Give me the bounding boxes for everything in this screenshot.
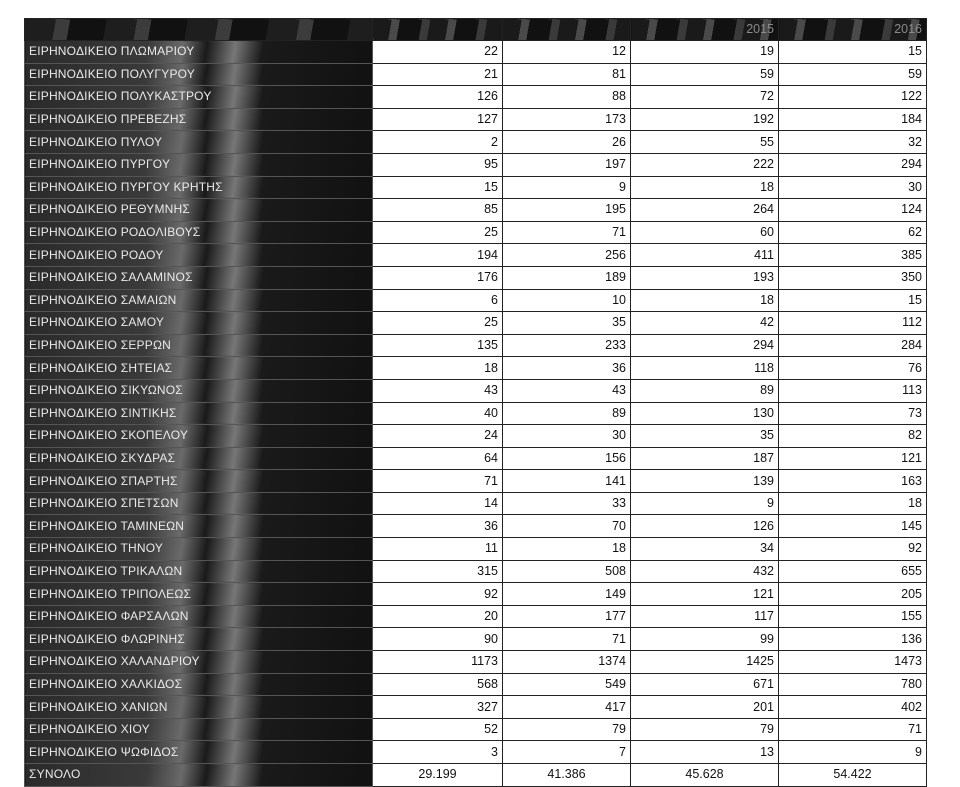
court-name: ΕΙΡΗΝΟΔΙΚΕΙΟ ΤΑΜΙΝΕΩΝ	[25, 515, 373, 538]
header-year-2	[503, 19, 631, 41]
table-row	[25, 289, 927, 312]
year-value-2: 149	[503, 583, 631, 606]
year-value-2: 88	[503, 86, 631, 109]
year-value-3: 121	[631, 583, 779, 606]
year-value-1: 64	[373, 447, 503, 470]
year-value-2: 10	[503, 289, 631, 312]
table-row	[25, 741, 927, 764]
table-row	[25, 108, 927, 131]
year-value-1: 6	[373, 289, 503, 312]
year-value-1: 36	[373, 515, 503, 538]
court-name: ΕΙΡΗΝΟΔΙΚΕΙΟ ΣΚΥΔΡΑΣ	[25, 447, 373, 470]
year-value-4: 163	[779, 470, 927, 493]
year-value-4: 76	[779, 357, 927, 380]
table-row	[25, 86, 927, 109]
year-value-4: 780	[779, 673, 927, 696]
table-row	[25, 63, 927, 86]
year-value-4: 155	[779, 605, 927, 628]
year-value-1: 85	[373, 199, 503, 222]
court-name: ΕΙΡΗΝΟΔΙΚΕΙΟ ΣΕΡΡΩΝ	[25, 334, 373, 357]
year-value-1: 135	[373, 334, 503, 357]
year-value-1: 176	[373, 266, 503, 289]
year-value-2: 33	[503, 492, 631, 515]
year-value-3: 99	[631, 628, 779, 651]
year-value-1: 15	[373, 176, 503, 199]
year-value-1: 21	[373, 63, 503, 86]
court-name: ΕΙΡΗΝΟΔΙΚΕΙΟ ΣΙΚΥΩΝΟΣ	[25, 379, 373, 402]
year-value-3: 126	[631, 515, 779, 538]
year-value-3: 13	[631, 741, 779, 764]
year-value-1: 194	[373, 244, 503, 267]
court-name: ΕΙΡΗΝΟΔΙΚΕΙΟ ΠΟΛΥΚΑΣΤΡΟΥ	[25, 86, 373, 109]
table-row	[25, 560, 927, 583]
year-value-3: 42	[631, 312, 779, 335]
year-value-1: 127	[373, 108, 503, 131]
year-value-3: 19	[631, 41, 779, 64]
court-name: ΕΙΡΗΝΟΔΙΚΕΙΟ ΣΚΟΠΕΛΟΥ	[25, 425, 373, 448]
year-value-2: 256	[503, 244, 631, 267]
court-name: ΕΙΡΗΝΟΔΙΚΕΙΟ ΧΙΟΥ	[25, 718, 373, 741]
year-value-2: 195	[503, 199, 631, 222]
court-name: ΕΙΡΗΝΟΔΙΚΕΙΟ ΦΛΩΡΙΝΗΣ	[25, 628, 373, 651]
year-value-3: 432	[631, 560, 779, 583]
year-value-4: 136	[779, 628, 927, 651]
year-value-3: 89	[631, 379, 779, 402]
table-row	[25, 583, 927, 606]
year-value-2: 89	[503, 402, 631, 425]
table-row	[25, 651, 927, 674]
table-row	[25, 492, 927, 515]
table-row	[25, 41, 927, 64]
year-value-3: 130	[631, 402, 779, 425]
year-value-1: 568	[373, 673, 503, 696]
year-value-2: 30	[503, 425, 631, 448]
year-value-3: 671	[631, 673, 779, 696]
table-row	[25, 334, 927, 357]
year-value-4: 54.422	[779, 764, 927, 787]
year-value-4: 205	[779, 583, 927, 606]
year-value-2: 233	[503, 334, 631, 357]
year-value-2: 71	[503, 628, 631, 651]
court-name: ΕΙΡΗΝΟΔΙΚΕΙΟ ΨΩΦΙΔΟΣ	[25, 741, 373, 764]
year-value-4: 62	[779, 221, 927, 244]
year-value-3: 79	[631, 718, 779, 741]
year-value-2: 197	[503, 153, 631, 176]
year-value-3: 294	[631, 334, 779, 357]
year-value-4: 59	[779, 63, 927, 86]
year-value-4: 15	[779, 41, 927, 64]
court-name: ΕΙΡΗΝΟΔΙΚΕΙΟ ΠΡΕΒΕΖΗΣ	[25, 108, 373, 131]
court-name: ΕΙΡΗΝΟΔΙΚΕΙΟ ΤΗΝΟΥ	[25, 538, 373, 561]
year-value-2: 156	[503, 447, 631, 470]
year-value-1: 43	[373, 379, 503, 402]
table-row	[25, 515, 927, 538]
year-value-3: 34	[631, 538, 779, 561]
year-value-3: 72	[631, 86, 779, 109]
table-row	[25, 718, 927, 741]
table-row	[25, 673, 927, 696]
year-value-3: 1425	[631, 651, 779, 674]
table-row	[25, 447, 927, 470]
year-value-4: 9	[779, 741, 927, 764]
table-row	[25, 379, 927, 402]
year-value-4: 1473	[779, 651, 927, 674]
table-row	[25, 605, 927, 628]
court-name: ΕΙΡΗΝΟΔΙΚΕΙΟ ΣΠΑΡΤΗΣ	[25, 470, 373, 493]
table-row	[25, 312, 927, 335]
year-value-3: 187	[631, 447, 779, 470]
year-value-4: 15	[779, 289, 927, 312]
year-value-1: 71	[373, 470, 503, 493]
header-year-4: 2016	[779, 19, 927, 41]
year-value-4: 30	[779, 176, 927, 199]
court-name: ΕΙΡΗΝΟΔΙΚΕΙΟ ΧΑΝΙΩΝ	[25, 696, 373, 719]
year-value-2: 41.386	[503, 764, 631, 787]
year-value-4: 18	[779, 492, 927, 515]
year-value-3: 201	[631, 696, 779, 719]
year-value-1: 24	[373, 425, 503, 448]
year-value-2: 18	[503, 538, 631, 561]
year-value-2: 7	[503, 741, 631, 764]
year-value-2: 417	[503, 696, 631, 719]
year-value-1: 25	[373, 312, 503, 335]
table-row	[25, 266, 927, 289]
year-value-4: 122	[779, 86, 927, 109]
year-value-4: 71	[779, 718, 927, 741]
year-value-2: 549	[503, 673, 631, 696]
year-value-1: 126	[373, 86, 503, 109]
court-name: ΕΙΡΗΝΟΔΙΚΕΙΟ ΠΛΩΜΑΡΙΟΥ	[25, 41, 373, 64]
year-value-3: 117	[631, 605, 779, 628]
year-value-3: 118	[631, 357, 779, 380]
court-name: ΕΙΡΗΝΟΔΙΚΕΙΟ ΤΡΙΠΟΛΕΩΣ	[25, 583, 373, 606]
table-row	[25, 696, 927, 719]
year-value-3: 139	[631, 470, 779, 493]
year-value-1: 52	[373, 718, 503, 741]
year-value-4: 82	[779, 425, 927, 448]
year-value-3: 222	[631, 153, 779, 176]
year-value-4: 294	[779, 153, 927, 176]
court-name: ΕΙΡΗΝΟΔΙΚΕΙΟ ΣΑΛΑΜΙΝΟΣ	[25, 266, 373, 289]
header-court	[25, 19, 373, 41]
header-year-1	[373, 19, 503, 41]
court-name: ΕΙΡΗΝΟΔΙΚΕΙΟ ΡΕΘΥΜΝΗΣ	[25, 199, 373, 222]
year-value-3: 55	[631, 131, 779, 154]
year-value-1: 40	[373, 402, 503, 425]
year-value-1: 29.199	[373, 764, 503, 787]
year-value-4: 112	[779, 312, 927, 335]
year-value-2: 35	[503, 312, 631, 335]
header-row	[25, 19, 927, 41]
court-cases-table	[24, 18, 927, 787]
year-value-4: 350	[779, 266, 927, 289]
year-value-2: 43	[503, 379, 631, 402]
year-value-1: 11	[373, 538, 503, 561]
year-value-1: 92	[373, 583, 503, 606]
year-value-4: 284	[779, 334, 927, 357]
table-row	[25, 221, 927, 244]
year-value-1: 14	[373, 492, 503, 515]
year-value-3: 18	[631, 176, 779, 199]
year-value-2: 79	[503, 718, 631, 741]
court-name: ΕΙΡΗΝΟΔΙΚΕΙΟ ΡΟΔΟΛΙΒΟΥΣ	[25, 221, 373, 244]
year-value-3: 35	[631, 425, 779, 448]
year-value-4: 184	[779, 108, 927, 131]
year-value-2: 70	[503, 515, 631, 538]
court-name: ΕΙΡΗΝΟΔΙΚΕΙΟ ΠΟΛΥΓΥΡΟΥ	[25, 63, 373, 86]
year-value-1: 20	[373, 605, 503, 628]
year-value-2: 508	[503, 560, 631, 583]
year-value-4: 121	[779, 447, 927, 470]
table-row	[25, 470, 927, 493]
year-value-4: 145	[779, 515, 927, 538]
table-row	[25, 402, 927, 425]
year-value-1: 2	[373, 131, 503, 154]
year-value-1: 327	[373, 696, 503, 719]
year-value-1: 95	[373, 153, 503, 176]
table-body	[25, 41, 927, 787]
year-value-4: 124	[779, 199, 927, 222]
year-value-3: 193	[631, 266, 779, 289]
court-name: ΕΙΡΗΝΟΔΙΚΕΙΟ ΣΑΜΟΥ	[25, 312, 373, 335]
court-name: ΕΙΡΗΝΟΔΙΚΕΙΟ ΣΙΝΤΙΚΗΣ	[25, 402, 373, 425]
court-name: ΕΙΡΗΝΟΔΙΚΕΙΟ ΠΥΛΟΥ	[25, 131, 373, 154]
table-row	[25, 357, 927, 380]
court-name: ΕΙΡΗΝΟΔΙΚΕΙΟ ΠΥΡΓΟΥ ΚΡΗΤΗΣ	[25, 176, 373, 199]
year-value-1: 22	[373, 41, 503, 64]
year-value-3: 411	[631, 244, 779, 267]
header-year-3: 2015	[631, 19, 779, 41]
year-value-3: 264	[631, 199, 779, 222]
total-label: ΣΥΝΟΛΟ	[25, 764, 373, 787]
year-value-2: 71	[503, 221, 631, 244]
year-value-4: 32	[779, 131, 927, 154]
court-name: ΕΙΡΗΝΟΔΙΚΕΙΟ ΤΡΙΚΑΛΩΝ	[25, 560, 373, 583]
table-row	[25, 131, 927, 154]
table-row	[25, 628, 927, 651]
table-row	[25, 176, 927, 199]
court-name: ΕΙΡΗΝΟΔΙΚΕΙΟ ΦΑΡΣΑΛΩΝ	[25, 605, 373, 628]
document-page	[24, 18, 926, 787]
year-value-4: 73	[779, 402, 927, 425]
year-value-2: 189	[503, 266, 631, 289]
year-value-4: 113	[779, 379, 927, 402]
year-value-4: 92	[779, 538, 927, 561]
year-value-2: 81	[503, 63, 631, 86]
year-value-2: 9	[503, 176, 631, 199]
year-value-3: 59	[631, 63, 779, 86]
court-name: ΕΙΡΗΝΟΔΙΚΕΙΟ ΡΟΔΟΥ	[25, 244, 373, 267]
year-value-3: 45.628	[631, 764, 779, 787]
year-value-1: 3	[373, 741, 503, 764]
year-value-2: 1374	[503, 651, 631, 674]
year-value-2: 12	[503, 41, 631, 64]
year-value-1: 90	[373, 628, 503, 651]
year-value-4: 402	[779, 696, 927, 719]
table-row	[25, 538, 927, 561]
year-value-1: 315	[373, 560, 503, 583]
court-name: ΕΙΡΗΝΟΔΙΚΕΙΟ ΠΥΡΓΟΥ	[25, 153, 373, 176]
year-value-3: 192	[631, 108, 779, 131]
year-value-1: 1173	[373, 651, 503, 674]
year-value-3: 60	[631, 221, 779, 244]
table-row	[25, 244, 927, 267]
year-value-4: 385	[779, 244, 927, 267]
year-value-1: 25	[373, 221, 503, 244]
table-row	[25, 199, 927, 222]
table-row	[25, 425, 927, 448]
court-name: ΕΙΡΗΝΟΔΙΚΕΙΟ ΣΠΕΤΣΩΝ	[25, 492, 373, 515]
court-name: ΕΙΡΗΝΟΔΙΚΕΙΟ ΧΑΛΑΝΔΡΙΟΥ	[25, 651, 373, 674]
year-value-1: 18	[373, 357, 503, 380]
year-value-2: 177	[503, 605, 631, 628]
year-value-4: 655	[779, 560, 927, 583]
court-name: ΕΙΡΗΝΟΔΙΚΕΙΟ ΧΑΛΚΙΔΟΣ	[25, 673, 373, 696]
year-value-2: 36	[503, 357, 631, 380]
table-row	[25, 153, 927, 176]
court-name: ΕΙΡΗΝΟΔΙΚΕΙΟ ΣΗΤΕΙΑΣ	[25, 357, 373, 380]
year-value-3: 18	[631, 289, 779, 312]
court-name: ΕΙΡΗΝΟΔΙΚΕΙΟ ΣΑΜΑΙΩΝ	[25, 289, 373, 312]
total-row	[25, 764, 927, 787]
year-value-2: 173	[503, 108, 631, 131]
year-value-2: 26	[503, 131, 631, 154]
year-value-2: 141	[503, 470, 631, 493]
year-value-3: 9	[631, 492, 779, 515]
